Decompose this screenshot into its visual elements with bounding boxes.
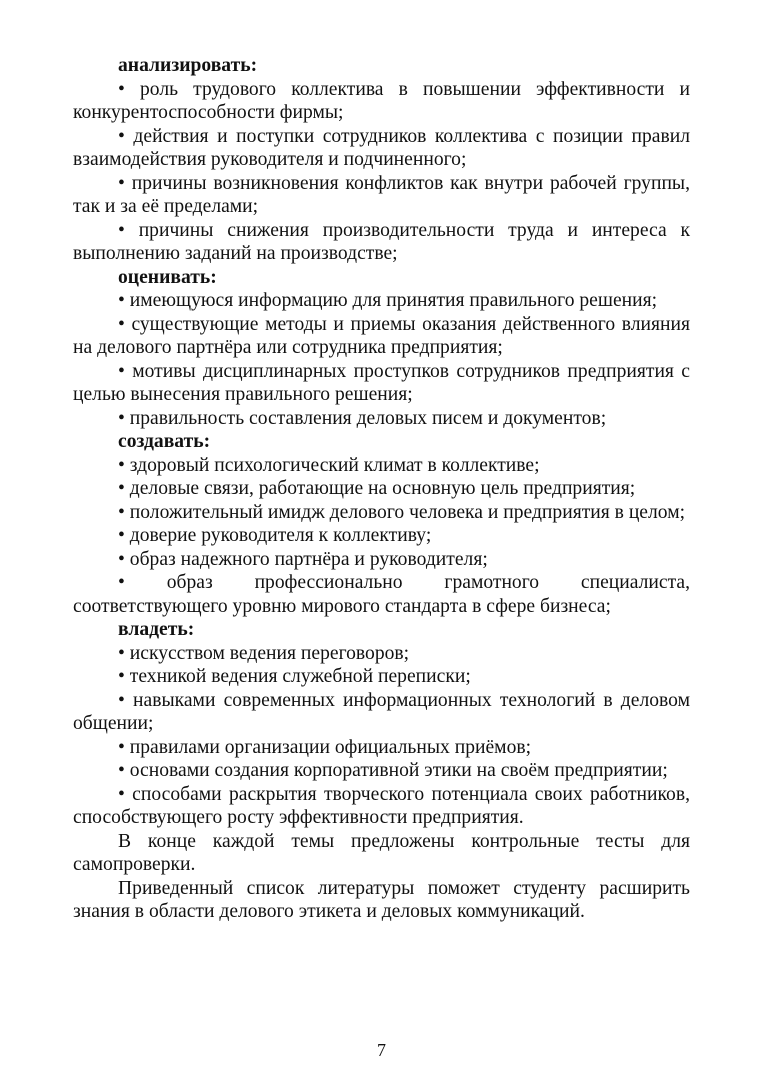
list-item: • искусством ведения переговоров;: [73, 642, 690, 666]
list-item: • здоровый психологический климат в коллективе;: [73, 454, 690, 478]
list-item: • правилами организации официальных приёмов;: [73, 736, 690, 760]
list-item: • роль трудового коллектива в повышении эффективности и конкурентоспособности фирмы;: [73, 78, 690, 125]
list-item: • правильность составления деловых писем и документов;: [73, 407, 690, 431]
list-item: • положительный имидж делового человека и предприятия в целом;: [73, 501, 690, 525]
list-item: • причины возникновения конфликтов как внутри рабочей группы, так и за её пределами;: [73, 172, 690, 219]
list-item: • деловые связи, работающие на основную цель предприятия;: [73, 477, 690, 501]
section-heading: анализировать:: [118, 55, 258, 76]
list-item: • действия и поступки сотрудников коллектива с позиции правил взаимодействия руководителя и подчиненного;: [73, 125, 690, 172]
list-item: • доверие руководителя к коллективу;: [73, 524, 690, 548]
page-number: 7: [377, 1040, 386, 1060]
section-heading: создавать:: [118, 431, 211, 452]
list-item: • техникой ведения служебной переписки;: [73, 665, 690, 689]
list-item: • образ профессионально грамотного специалиста, соответствующего уровню мирового стандарта в сфере бизнеса;: [73, 571, 690, 618]
paragraph-literature: Приведенный список литературы поможет студенту расширить знания в области делового этикета и деловых коммуникаций.: [73, 877, 690, 922]
document-page: [73, 54, 690, 924]
list-item: • основами создания корпоративной этики на своём предприятии;: [73, 759, 690, 783]
list-item: • причины снижения производительности труда и интереса к выполнению заданий на производстве;: [73, 219, 690, 266]
section-heading: владеть:: [118, 619, 195, 640]
list-item: • имеющуюся информацию для принятия правильного решения;: [73, 289, 690, 313]
list-item: • существующие методы и приемы оказания действенного влияния на делового партнёра или сотрудника предприятия;: [73, 313, 690, 360]
section-analyze: [73, 54, 690, 266]
list-item: • навыками современных информационных технологий в деловом общении;: [73, 689, 690, 736]
list-item: • способами раскрытия творческого потенциала своих работников, способствующего росту эффективности предприятия.: [73, 783, 690, 830]
section-heading: оценивать:: [118, 266, 217, 288]
list-item: • образ надежного партнёра и руководителя;: [73, 548, 690, 572]
list-item: • мотивы дисциплинарных проступков сотрудников предприятия с целью вынесения правильного решения;: [73, 360, 690, 407]
paragraph-tests: В конце каждой темы предложены контрольные тесты для самопроверки.: [73, 830, 690, 875]
section-master: [73, 618, 690, 830]
section-evaluate: [73, 266, 690, 431]
section-create: [73, 430, 690, 618]
